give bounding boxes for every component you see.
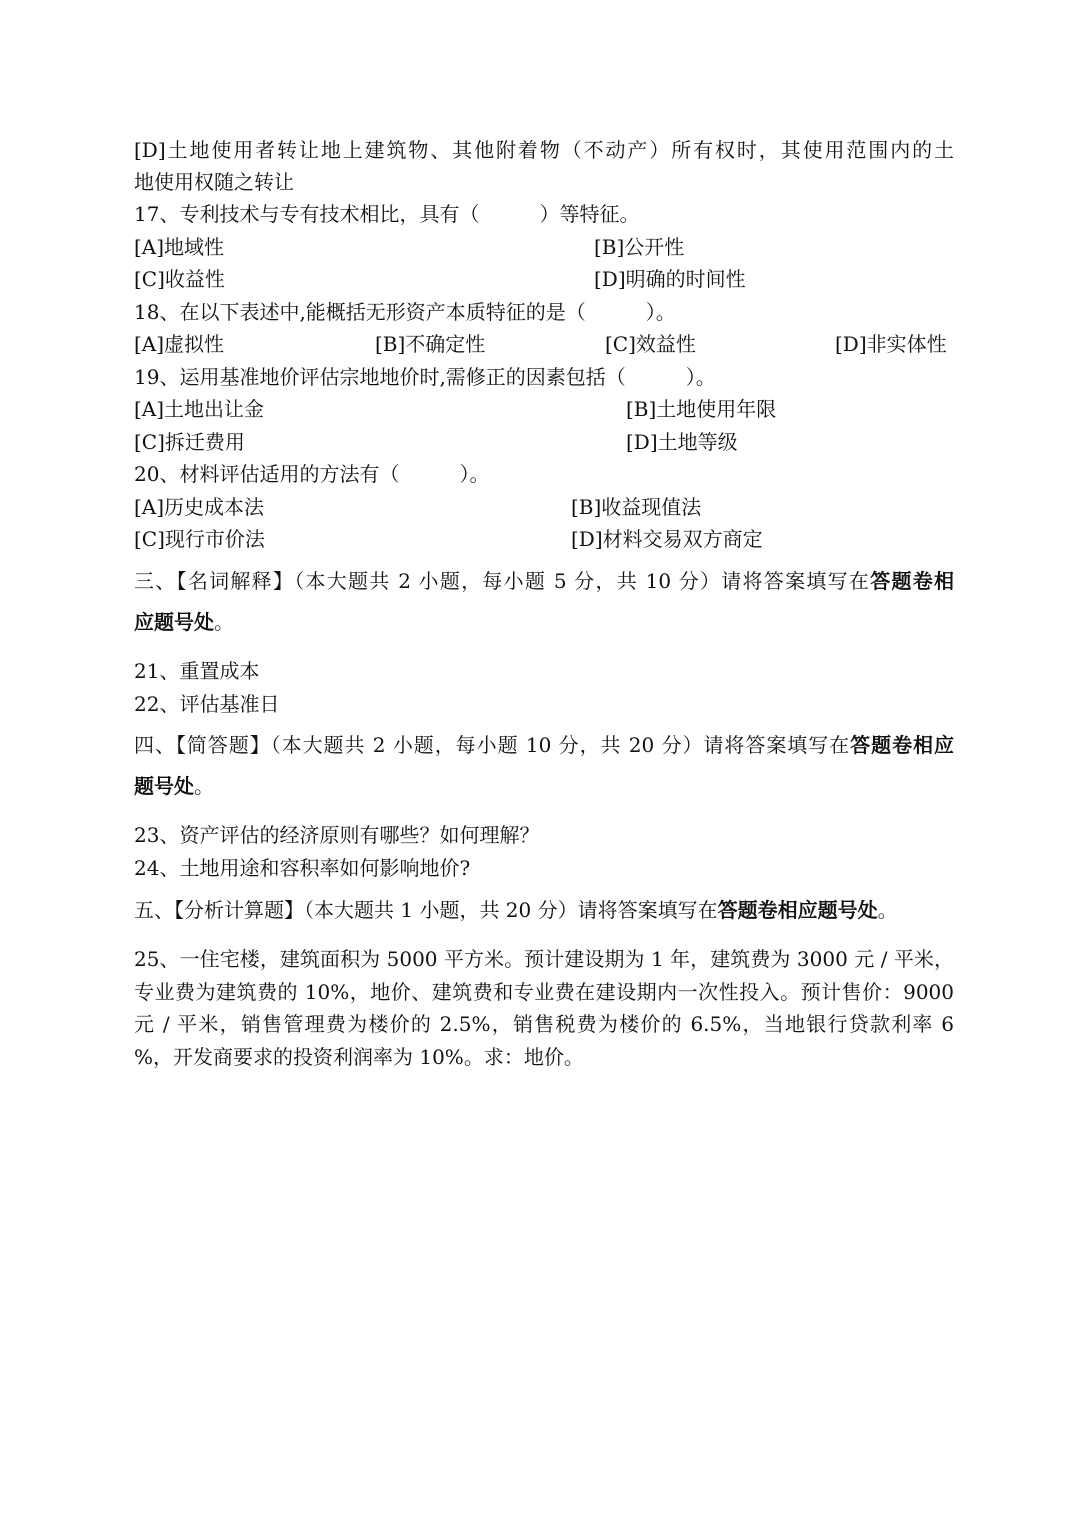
q17-option-b: [B]公开性 (594, 235, 685, 259)
q20-option-c: [C]现行市价法 (134, 527, 265, 551)
q17-option-d: [D]明确的时间性 (594, 267, 746, 291)
section-4-heading-line2 (134, 774, 214, 798)
section-4-emphasis-cont: 题号处 (134, 774, 194, 798)
q24-question: 24、土地用途和容积率如何影响地价? (134, 856, 471, 880)
q25-line1: 25、一住宅楼，建筑面积为 5000 平方米。预计建设期为 1 年，建筑费为 3000 元 / 平米， (134, 947, 954, 971)
q23-question: 23、资产评估的经济原则有哪些？如何理解？ (134, 823, 540, 847)
q20-stem: 20、材料评估适用的方法有（ ）。 (134, 462, 490, 486)
q18-option-b: [B]不确定性 (375, 332, 486, 356)
q18-option-c: [C]效益性 (605, 332, 696, 356)
q19-stem: 19、运用基准地价评估宗地地价时,需修正的因素包括（ ）。 (134, 365, 716, 389)
section-5-period: 。 (877, 898, 898, 922)
q16-option-d-line2: 地使用权随之转让 (134, 170, 294, 194)
section-5-emphasis: 答题卷相应题号处 (717, 898, 878, 922)
section-4-instruction: 四、【简答题】（本大题共 2 小题，每小题 10 分，共 20 分）请将答案填写在 (134, 733, 851, 757)
section-4-heading-line1 (134, 733, 954, 757)
q25-line3: 元 / 平米，销售管理费为楼价的 2.5%，销售税费为楼价的 6.5%，当地银行贷款利率 6 (134, 1012, 954, 1036)
section-3-emphasis: 答题卷相 (870, 569, 955, 593)
section-3-instruction: 三、【名词解释】（本大题共 2 小题，每小题 5 分，共 10 分）请将答案填写在 (134, 569, 871, 593)
q18-option-d: [D]非实体性 (835, 332, 947, 356)
q19-option-b: [B]土地使用年限 (626, 397, 777, 421)
q19-option-a: [A]土地出让金 (134, 397, 265, 421)
section-5-instruction: 五、【分析计算题】（本大题共 1 小题，共 20 分）请将答案填写在 (134, 898, 718, 922)
section-3-heading-line2 (134, 610, 234, 634)
q20-option-a: [A]历史成本法 (134, 495, 265, 519)
section-5-heading (134, 898, 898, 922)
section-3-period: 。 (214, 610, 234, 634)
q17-option-c: [C]收益性 (134, 267, 225, 291)
q20-option-d: [D]材料交易双方商定 (571, 527, 763, 551)
q18-stem: 18、在以下表述中,能概括无形资产本质特征的是（ ）。 (134, 300, 676, 324)
q17-stem: 17、专利技术与专有技术相比，具有（ ）等特征。 (134, 202, 640, 226)
q16-option-d-line1: [D]土地使用者转让地上建筑物、其他附着物（不动产）所有权时，其使用范围内的土 (134, 138, 954, 162)
q19-option-d: [D]土地等级 (626, 430, 738, 454)
q20-option-b: [B]收益现值法 (571, 495, 702, 519)
q21-term: 21、重置成本 (134, 659, 260, 683)
q22-term: 22、评估基准日 (134, 692, 280, 716)
q19-option-c: [C]拆迁费用 (134, 430, 245, 454)
q25-line2: 专业费为建筑费的 10%，地价、建筑费和专业费在建设期内一次性投入。预计售价：9000 (134, 980, 954, 1004)
section-4-period: 。 (194, 774, 214, 798)
section-3-emphasis-cont: 应题号处 (134, 610, 214, 634)
q25-line4: %，开发商要求的投资利润率为 10%。求：地价。 (134, 1045, 584, 1069)
q17-option-a: [A]地域性 (134, 235, 225, 259)
section-4-emphasis: 答题卷相应 (850, 733, 954, 757)
section-3-heading-line1 (134, 569, 954, 593)
q18-option-a: [A]虚拟性 (134, 332, 225, 356)
